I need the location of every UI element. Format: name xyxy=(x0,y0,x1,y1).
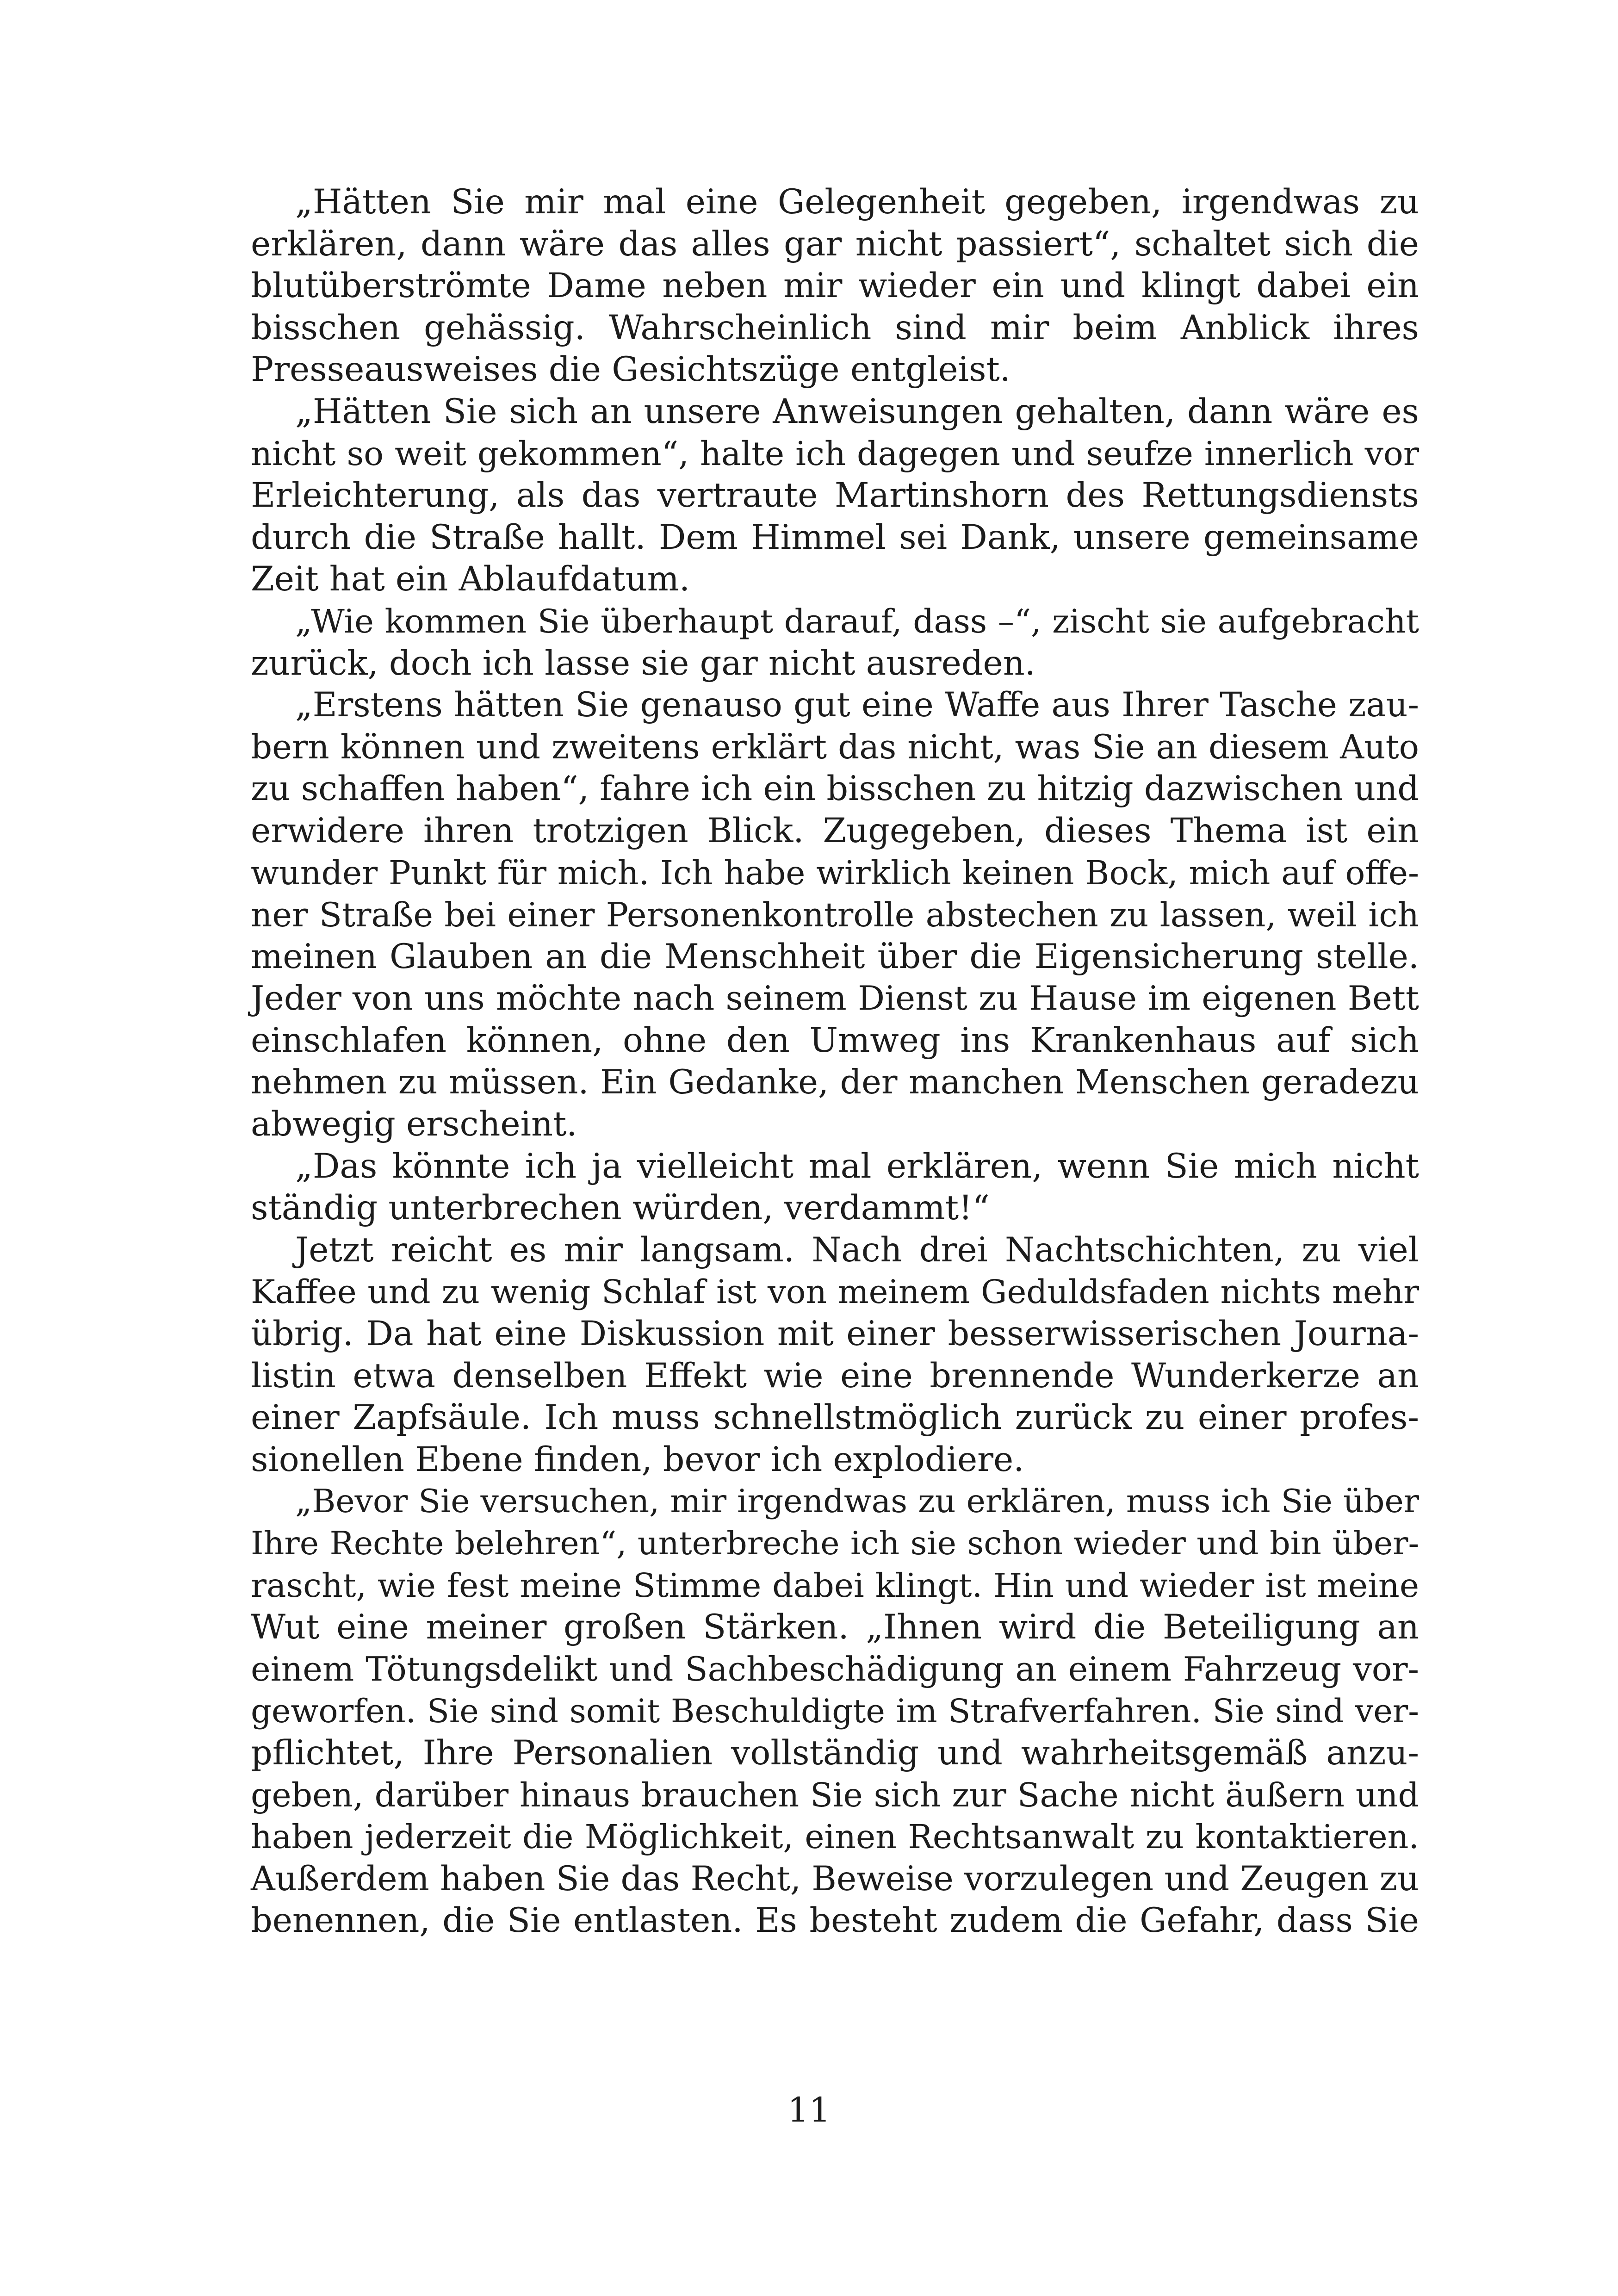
paragraph xyxy=(251,391,1419,601)
paragraph xyxy=(251,1146,1419,1229)
text-line: meinen Glauben an die Menschheit über die Eigensicherung stelle. xyxy=(251,937,1419,976)
paragraph xyxy=(251,1229,1419,1481)
text-line: erklären, dann wäre das alles gar nicht passiert“, schaltet sich die xyxy=(251,224,1419,264)
text-line: zurück, doch ich lasse sie gar nicht ausreden. xyxy=(251,643,1035,683)
text-line: „Bevor Sie versuchen, mir irgendwas zu erklären, muss ich Sie über xyxy=(295,1483,1419,1520)
page-number: 11 xyxy=(787,2091,831,2130)
paragraph xyxy=(251,1481,1419,1942)
text-line: nicht so weit gekommen“, halte ich dagegen und seufze innerlich vor xyxy=(251,434,1419,473)
text-line: Presseausweises die Gesichtszüge entgleist. xyxy=(251,350,1011,390)
text-line: abwegig erscheint. xyxy=(251,1105,577,1144)
text-line: übrig. Da hat eine Diskussion mit einer besserwisserischen Journa- xyxy=(251,1314,1419,1354)
text-line: bern können und zweitens erklärt das nicht, was Sie an diesem Auto xyxy=(251,727,1419,767)
text-line: ständig unterbrechen würden, verdammt!“ xyxy=(251,1188,990,1228)
text-line: pflichtet, Ihre Personalien vollständig und wahrheitsgemäß anzu- xyxy=(251,1733,1419,1773)
text-line: erwidere ihren trotzigen Blick. Zugegeben, dieses Thema ist ein xyxy=(251,811,1419,850)
text-line: Jetzt reicht es mir langsam. Nach drei Nachtschichten, zu viel xyxy=(295,1230,1419,1270)
text-line: Jeder von uns möchte nach seinem Dienst zu Hause im eigenen Bett xyxy=(251,979,1419,1018)
text-line: Kaffee und zu wenig Schlaf ist von meinem Geduldsfaden nichts mehr xyxy=(251,1272,1419,1311)
text-line: geben, darüber hinaus brauchen Sie sich zur Sache nicht äußern und xyxy=(251,1775,1419,1814)
text-line: blutüberströmte Dame neben mir wieder ein und klingt dabei ein xyxy=(251,266,1419,306)
text-line: „Hätten Sie sich an unsere Anweisungen gehalten, dann wäre es xyxy=(295,391,1419,431)
text-line: benennen, die Sie entlasten. Es besteht zudem die Gefahr, dass Sie xyxy=(251,1901,1419,1941)
paragraph xyxy=(251,684,1419,1146)
paragraph xyxy=(251,601,1419,684)
text-line: listin etwa denselben Effekt wie eine brennende Wunderkerze an xyxy=(251,1356,1419,1396)
text-line: „Das könnte ich ja vielleicht mal erklären, wenn Sie mich nicht xyxy=(295,1146,1419,1186)
text-line: „Hätten Sie mir mal eine Gelegenheit gegeben, irgendwas zu xyxy=(295,182,1419,222)
text-line: nehmen zu müssen. Ein Gedanke, der manchen Menschen geradezu xyxy=(251,1063,1419,1102)
text-line: zu schaffen haben“, fahre ich ein bisschen zu hitzig dazwischen und xyxy=(251,769,1419,809)
text-line: Erleichterung, als das vertraute Martinshorn des Rettungsdiensts xyxy=(251,476,1419,515)
text-line: rascht, wie fest meine Stimme dabei klingt. Hin und wieder ist meine xyxy=(251,1566,1419,1605)
text-line: Ihre Rechte belehren“, unterbreche ich sie schon wieder und bin über- xyxy=(251,1525,1419,1562)
text-line: Zeit hat ein Ablaufdatum. xyxy=(251,559,690,599)
text-line: einschlafen können, ohne den Umweg ins Krankenhaus auf sich xyxy=(251,1020,1419,1060)
text-line: geworfen. Sie sind somit Beschuldigte im Strafverfahren. Sie sind ver- xyxy=(251,1692,1419,1731)
text-line: „Wie kommen Sie überhaupt darauf, dass –“, zischt sie aufgebracht xyxy=(295,602,1419,640)
text-line: bisschen gehässig. Wahrscheinlich sind mir beim Anblick ihres xyxy=(251,308,1419,348)
text-line: Außerdem haben Sie das Recht, Beweise vorzulegen und Zeugen zu xyxy=(251,1859,1419,1899)
text-line: wunder Punkt für mich. Ich habe wirklich keinen Bock, mich auf offe- xyxy=(251,853,1419,892)
paragraph xyxy=(251,181,1419,391)
text-line: „Erstens hätten Sie genauso gut eine Waffe aus Ihrer Tasche zau- xyxy=(295,686,1419,725)
text-line: ner Straße bei einer Personenkontrolle abstechen zu lassen, weil ich xyxy=(251,895,1419,935)
text-line: einem Tötungsdelikt und Sachbeschädigung an einem Fahrzeug vor- xyxy=(251,1650,1419,1689)
text-line: durch die Straße hallt. Dem Himmel sei Dank, unsere gemeinsame xyxy=(251,517,1419,557)
text-line: einer Zapfsäule. Ich muss schnellstmöglich zurück zu einer profes- xyxy=(251,1398,1419,1438)
text-line: haben jederzeit die Möglichkeit, einen Rechtsanwalt zu kontaktieren. xyxy=(251,1818,1419,1856)
body-text xyxy=(251,181,1419,1942)
text-line: sionellen Ebene finden, bevor ich explodiere. xyxy=(251,1440,1024,1479)
text-line: Wut eine meiner großen Stärken. „Ihnen wird die Beteiligung an xyxy=(251,1607,1419,1647)
